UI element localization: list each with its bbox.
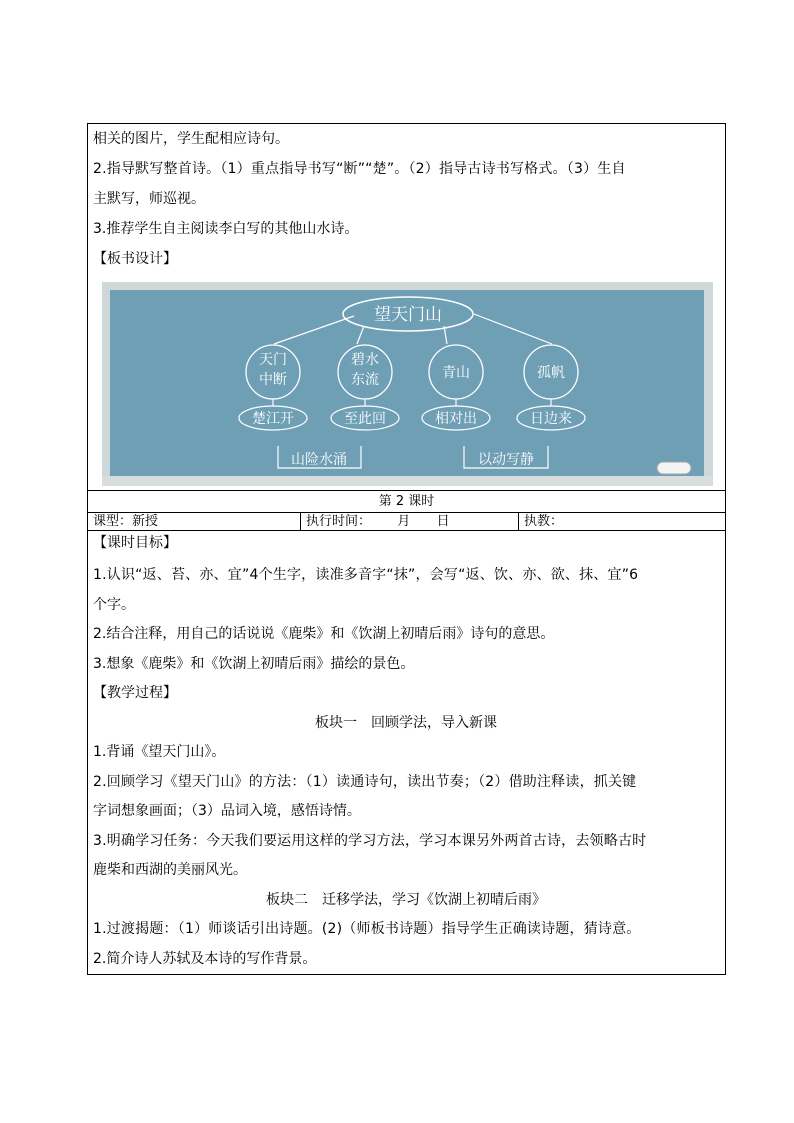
execution-time [301,513,519,530]
node-text: 碧水 [351,352,379,368]
phrase-text: 日边来 [530,411,572,427]
month-label: 月 [397,514,411,529]
step-line: 鹿柴和西湖的美丽风光。 [93,862,247,878]
lesson-type: 课型：新授 [88,513,301,530]
goal-line: 1.认识“返、苔、亦、宜”4个生字，读准多音字“抹”，会写“返、饮、亦、欲、抹、宜”6 [93,567,639,583]
goal-line: 个字。 [93,596,135,613]
step-line: 2.简介诗人苏轼及本诗的写作背景。 [93,950,317,967]
phrase-text: 相对出 [435,411,477,427]
node-text: 青山 [442,365,470,381]
goal-line: 3.想象《鹿柴》和《饮湖上初晴后雨》描绘的景色。 [93,655,415,672]
block-heading: 板块二 迁移学法，学习《饮湖上初晴后雨》 [266,891,546,908]
process-heading: 【教学过程】 [93,685,177,701]
execution-time-label: 执行时间： [306,514,372,529]
blackboard-image [102,282,713,486]
step-line: 2.回顾学习《望天门山》的方法：（1）读通诗句，读出节奏；（2）借助注释读，抓关键 [93,773,637,790]
lesson-info-row [88,512,725,530]
step-line: 1.背诵《望天门山》。 [93,744,226,760]
blackboard-diagram [102,282,713,486]
node-text: 孤帆 [537,365,565,381]
text-line: 主默写，师巡视。 [93,191,205,207]
teacher: 执教： [524,514,564,529]
chalk-tray [102,476,713,486]
lesson-title: 第 2 课时 [88,490,725,512]
step-line: 1.过渡揭题：（1）师谈话引出诗题。(2)（师板书诗题）指导学生正确读诗题，猜诗意。 [93,921,641,937]
goals-heading: 【课时目标】 [93,535,177,551]
section-lesson-2 [88,530,725,974]
block-heading: 板块一 回顾学法，导入新课 [315,714,497,731]
text-line: 3.推荐学生自主阅读李白写的其他山水诗。 [93,221,359,237]
text-line: 2.指导默写整首诗。（1）重点指导书写“断”“楚”。（2）指导古诗书写格式。（3）生自 [93,161,626,177]
summary-text: 山险水涌 [291,452,347,468]
node-text: 东流 [351,372,379,388]
step-line: 3.明确学习任务：今天我们要运用这样的学习方法，学习本课另外两首古诗，去领略古时 [93,832,647,849]
phrase-text: 至此回 [344,411,386,427]
section-board-design [88,124,725,490]
step-line: 字词想象画面；（3）品词入境，感悟诗情。 [93,803,361,819]
board-title: 望天门山 [374,305,442,325]
board-design-heading: 【板书设计】 [93,251,177,267]
node-text: 中断 [259,372,287,388]
phrase-text: 楚江开 [252,411,294,427]
eraser [657,462,691,474]
text-line: 相关的图片，学生配相应诗句。 [93,131,289,147]
day-label: 日 [436,514,450,529]
lesson-plan-table [87,123,726,975]
summary-text: 以动写静 [478,452,534,468]
node-text: 天门 [259,352,287,368]
goal-line: 2.结合注释，用自己的话说说《鹿柴》和《饮湖上初晴后雨》诗句的意思。 [93,626,555,642]
